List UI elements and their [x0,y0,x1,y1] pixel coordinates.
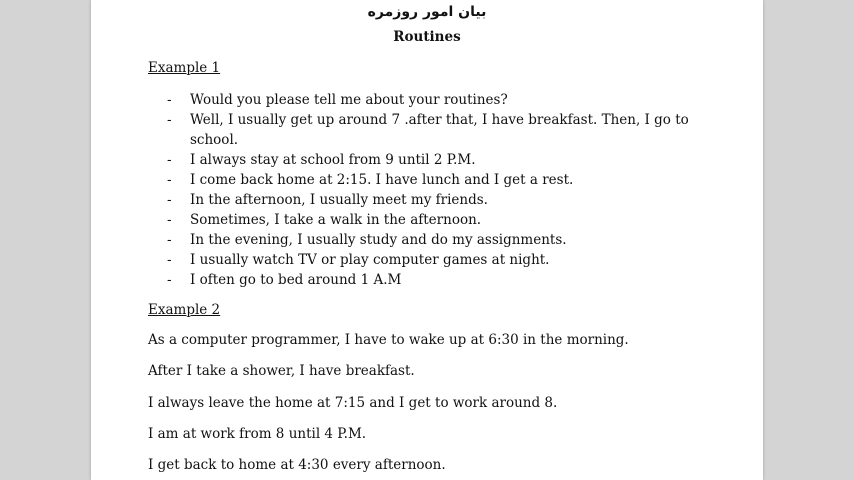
list-item-text: In the evening, I usually study and do my assignments. [190,232,567,248]
list-item [167,110,727,150]
bullet-dash: - [167,212,172,228]
example-2-heading: Example 2 [148,302,221,318]
persian-title: بیان امور روزمره [367,4,487,20]
list-item [167,230,727,250]
list-item [167,270,727,290]
example-1-heading: Example 1 [148,60,221,76]
paragraph: As a computer programmer, I have to wake up at 6:30 in the morning. [148,332,629,348]
list-item-text: Sometimes, I take a walk in the afternoon. [190,212,482,228]
bullet-dash: - [167,92,172,108]
list-item-text: In the afternoon, I usually meet my friends. [190,192,488,208]
list-item-text: I always stay at school from 9 until 2 P.M. [190,152,476,168]
paragraph: I always leave the home at 7:15 and I get to work around 8. [148,395,558,411]
list-item-text: Well, I usually get up around 7 .after that, I have breakfast. Then, I go to school. [190,112,689,148]
bullet-dash: - [167,172,172,188]
list-item [167,190,727,210]
list-item-text: I usually watch TV or play computer games at night. [190,252,550,268]
bullet-dash: - [167,252,172,268]
list-item-text: I often go to bed around 1 A.M [190,272,402,288]
paragraph: I am at work from 8 until 4 P.M. [148,426,367,442]
page-title: Routines [393,29,461,45]
paragraph: I get back to home at 4:30 every afternoon. [148,457,446,473]
list-item [167,90,727,110]
bullet-dash: - [167,192,172,208]
paragraph: After I take a shower, I have breakfast. [148,363,415,379]
list-item [167,170,727,190]
example-1-list [167,90,727,290]
document-page [91,0,763,480]
bullet-dash: - [167,232,172,248]
list-item-text: I come back home at 2:15. I have lunch and I get a rest. [190,172,574,188]
bullet-dash: - [167,112,172,128]
list-item-text: Would you please tell me about your routines? [190,92,508,108]
list-item [167,210,727,230]
list-item [167,250,727,270]
list-item [167,150,727,170]
bullet-dash: - [167,272,172,288]
bullet-dash: - [167,152,172,168]
